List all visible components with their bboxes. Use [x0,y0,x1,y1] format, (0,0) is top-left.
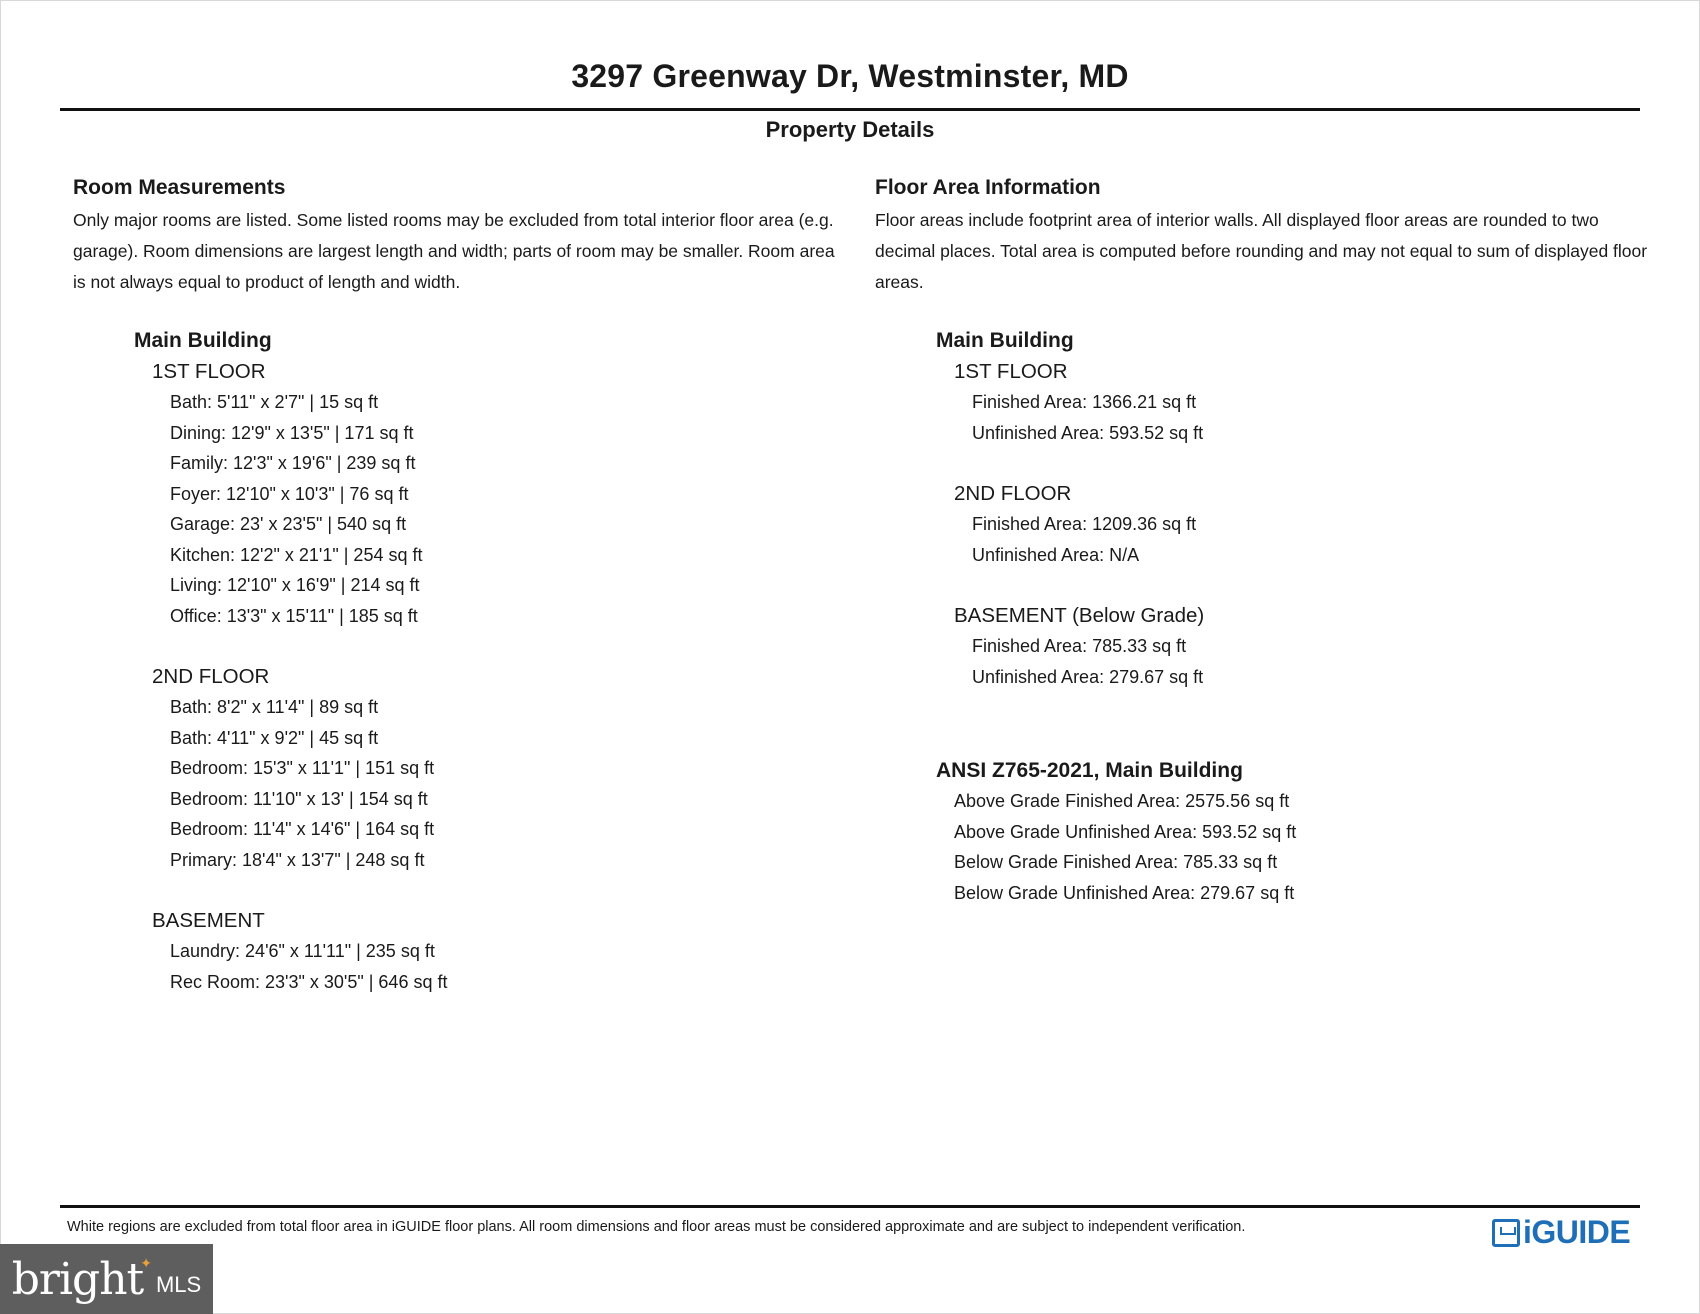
floor-name: BASEMENT (Below Grade) [954,604,1205,627]
ansi-item: Below Grade Unfinished Area: 279.67 sq ft [954,882,1295,903]
unfinished-area: Unfinished Area: 279.67 sq ft [972,666,1204,687]
room-item: Bath: 4'11" x 9'2" | 45 sq ft [170,727,379,748]
area-building [936,326,1655,908]
star-icon: ✦ [140,1254,152,1271]
room-measurements-section [73,176,843,997]
room-building [134,326,843,997]
floor-area-section [875,176,1655,908]
header-divider [60,108,1640,111]
mls-text: MLS [155,1272,202,1297]
page-subtitle: Property Details [765,117,935,142]
room-measurements-heading: Room Measurements [73,176,286,199]
ansi-title: ANSI Z765-2021, Main Building [936,759,1243,782]
room-item: Laundry: 24'6" x 11'11" | 235 sq ft [170,941,435,961]
floor-name: 1ST FLOOR [152,360,266,383]
area-floor-1st [954,356,1655,448]
floor-name: 1ST FLOOR [954,360,1068,383]
page-title: 3297 Greenway Dr, Westminster, MD [571,58,1129,94]
finished-area: Finished Area: 1366.21 sq ft [972,392,1197,412]
footer-disclaimer: White regions are excluded from total floor area in iGUIDE floor plans. All room dimensions and floor areas must be considered approximate and are subject to independent verification. [67,1219,1246,1235]
room-item: Rec Room: 23'3" x 30'5" | 646 sq ft [170,971,448,992]
room-measurements-description: Only major rooms are listed. Some listed rooms may be excluded from total interior floor area (e.g. garage). Room dimensions are largest length and width; parts of room may be smaller. Room area is not always equal to product of length and width. [73,210,835,292]
room-item: Bedroom: 15'3" x 11'1" | 151 sq ft [170,758,435,778]
floor-basement [152,905,843,997]
ansi-summary [936,756,1655,908]
area-floor-basement [954,600,1655,692]
iguide-logo [1492,1214,1630,1251]
iguide-logo-icon [1492,1219,1520,1247]
room-item: Bath: 5'11" x 2'7" | 15 sq ft [170,392,379,412]
room-item: Dining: 12'9" x 13'5" | 171 sq ft [170,422,414,443]
finished-area: Finished Area: 785.33 sq ft [972,636,1187,656]
room-item: Living: 12'10" x 16'9" | 214 sq ft [170,575,420,595]
finished-area: Finished Area: 1209.36 sq ft [972,514,1197,534]
building-title: Main Building [936,329,1074,352]
bright-mls-watermark [0,1244,213,1314]
floor-1st [152,356,843,631]
room-item: Bath: 8'2" x 11'4" | 89 sq ft [170,697,379,717]
room-item: Kitchen: 12'2" x 21'1" | 254 sq ft [170,544,423,565]
unfinished-area: Unfinished Area: 593.52 sq ft [972,422,1204,443]
floor-area-heading: Floor Area Information [875,176,1101,199]
bright-brand-text: bright [11,1253,144,1305]
floor-name: 2ND FLOOR [954,482,1072,505]
floor-area-description: Floor areas include footprint area of interior walls. All displayed floor areas are rounded to two decimal places. Total area is computed before rounding and may not equal to sum of displayed floor areas. [875,210,1648,292]
room-item: Primary: 18'4" x 13'7" | 248 sq ft [170,849,425,870]
room-item: Bedroom: 11'10" x 13' | 154 sq ft [170,788,428,809]
area-floor-2nd [954,478,1655,570]
room-item: Garage: 23' x 23'5" | 540 sq ft [170,514,407,534]
room-item: Office: 13'3" x 15'11" | 185 sq ft [170,605,418,626]
floor-name: 2ND FLOOR [152,665,270,688]
room-item: Family: 12'3" x 19'6" | 239 sq ft [170,453,416,473]
unfinished-area: Unfinished Area: N/A [972,544,1140,565]
iguide-logo-text: iGUIDE [1523,1214,1631,1250]
ansi-item: Below Grade Finished Area: 785.33 sq ft [954,852,1278,872]
floor-name: BASEMENT [152,909,265,932]
room-item: Foyer: 12'10" x 10'3" | 76 sq ft [170,483,409,504]
footer-divider [60,1205,1640,1208]
floor-2nd [152,661,843,875]
building-title: Main Building [134,329,272,352]
ansi-item: Above Grade Unfinished Area: 593.52 sq ft [954,821,1297,842]
room-item: Bedroom: 11'4" x 14'6" | 164 sq ft [170,819,435,839]
ansi-item: Above Grade Finished Area: 2575.56 sq ft [954,791,1290,811]
